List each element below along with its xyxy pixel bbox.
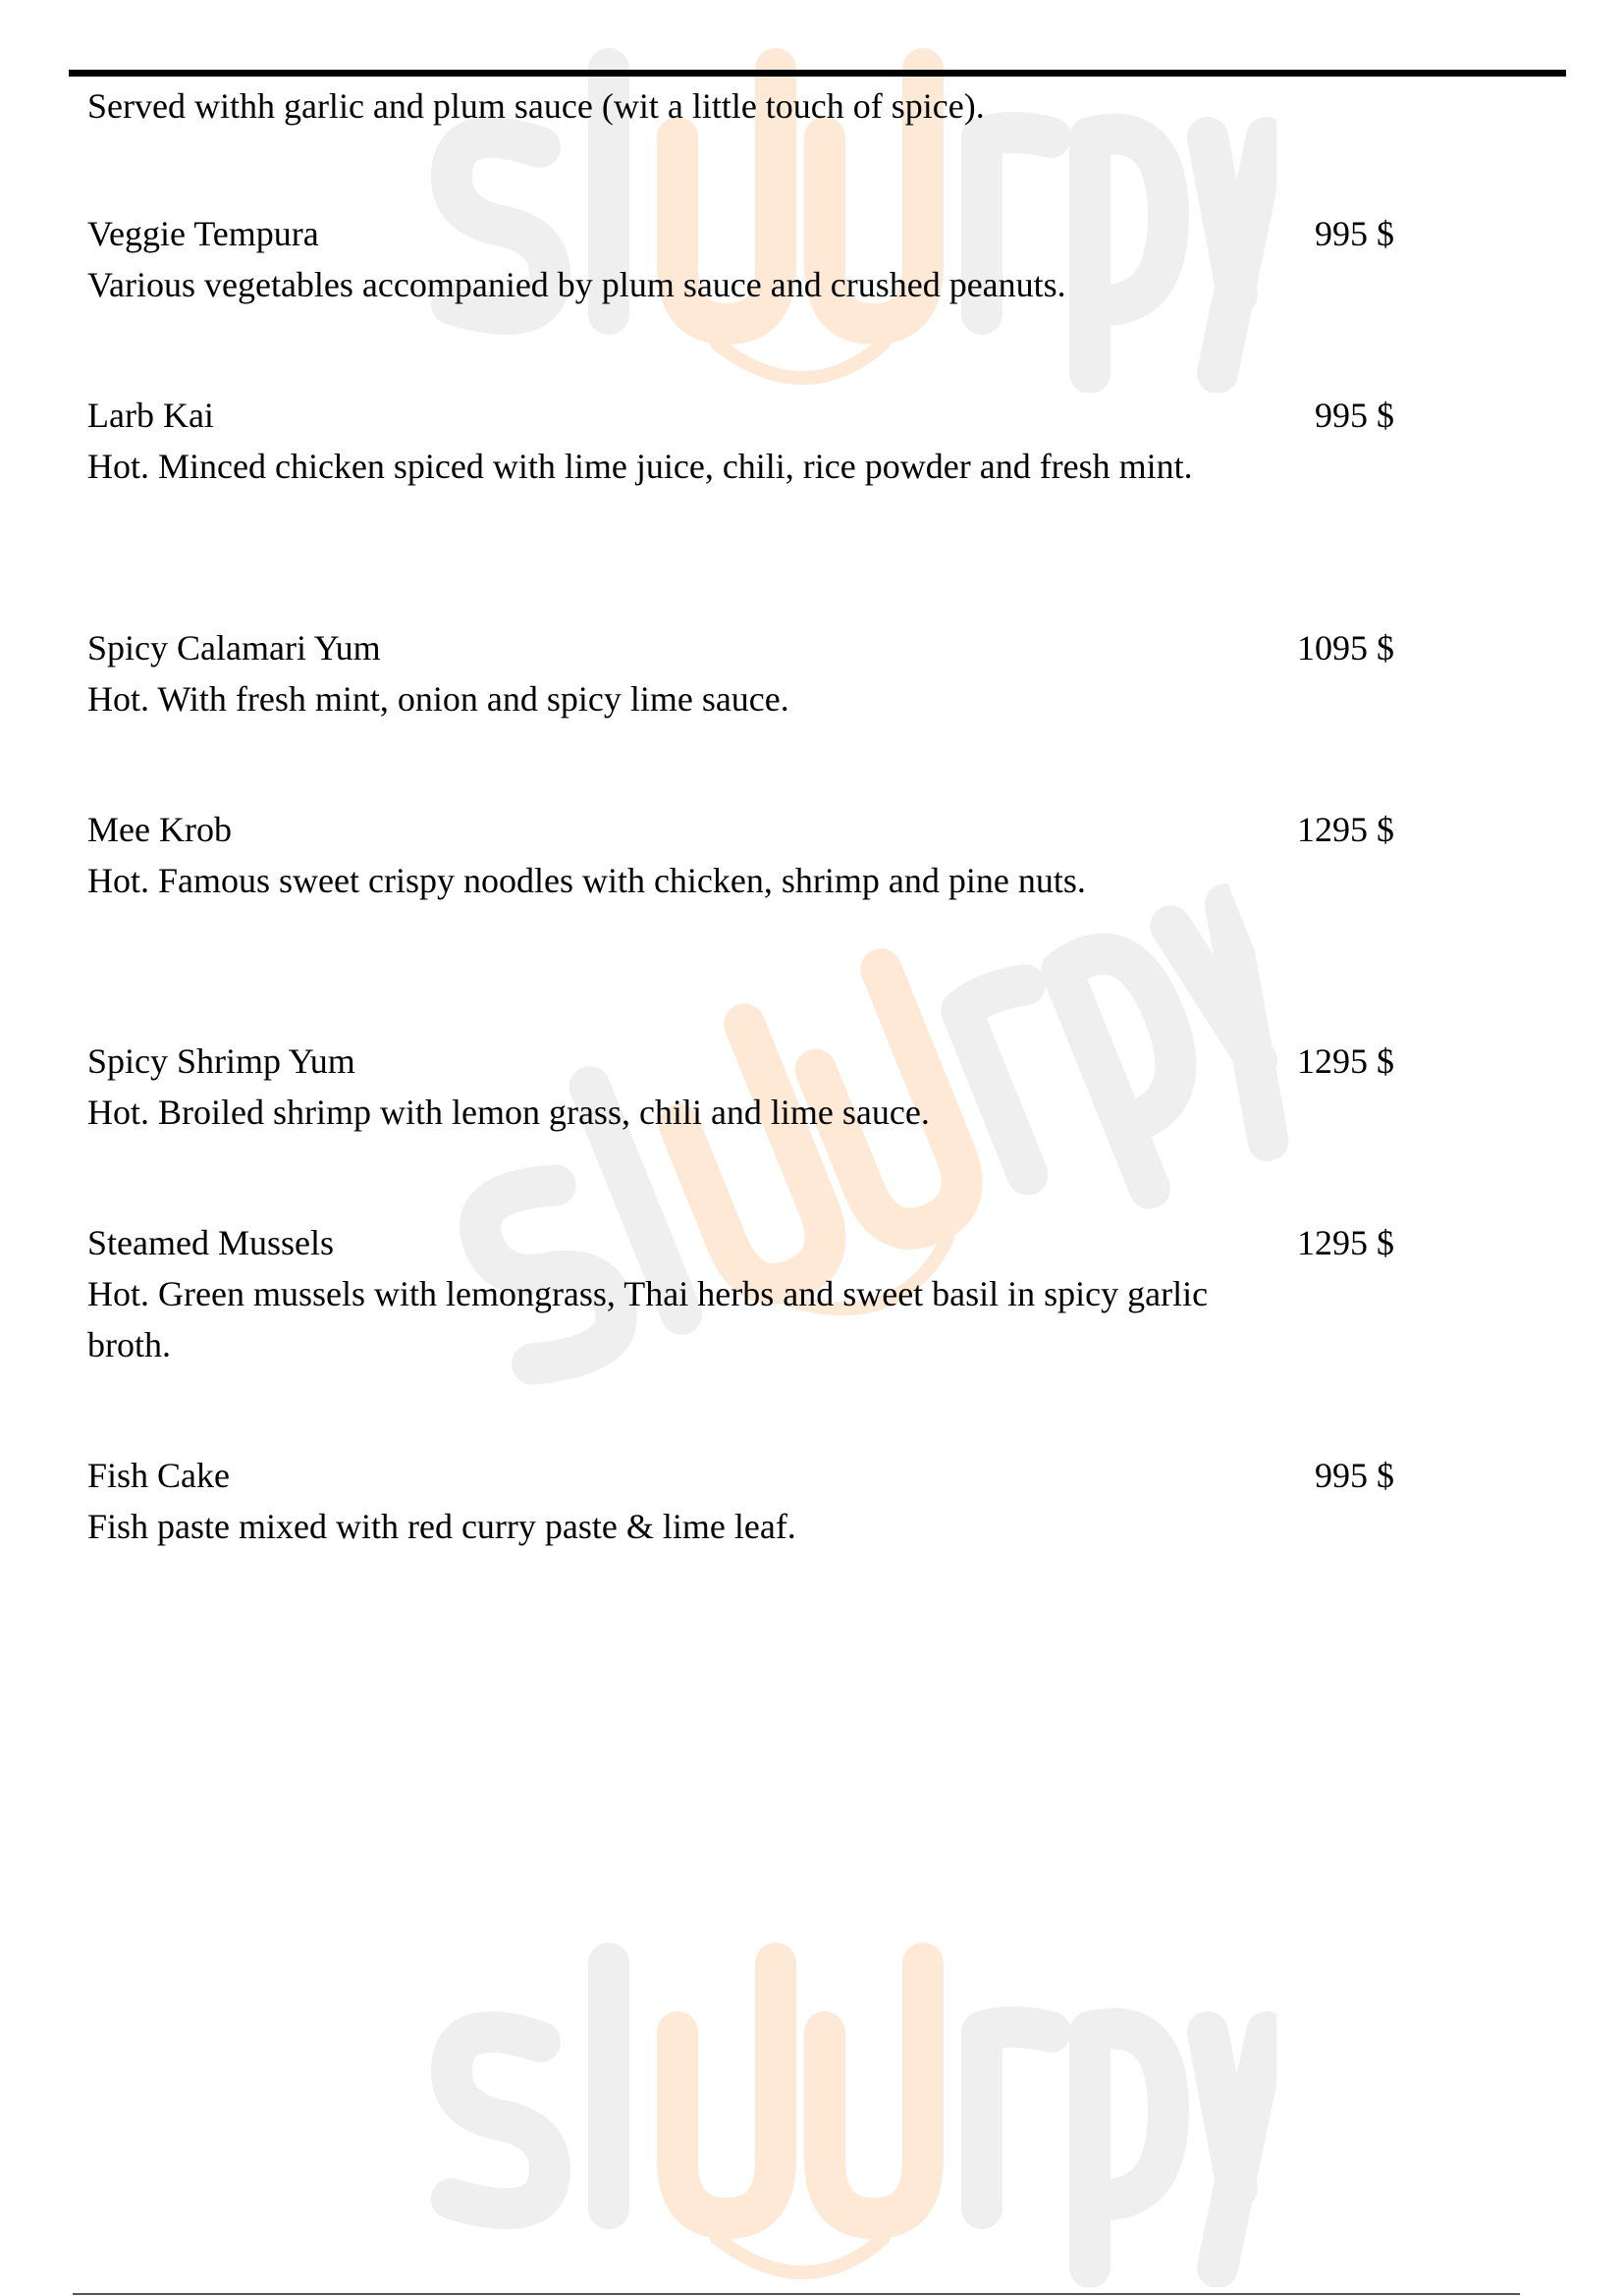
item-description: Hot. Broiled shrimp with lemon grass, chili and lime sauce.: [87, 1093, 930, 1132]
item-description: Fish paste mixed with red curry paste & lime leaf.: [87, 1507, 796, 1546]
menu-item: [87, 622, 1394, 724]
item-name: Steamed Mussels: [87, 1223, 334, 1262]
item-price: 995 $: [1315, 1456, 1394, 1495]
item-name: Spicy Shrimp Yum: [87, 1041, 355, 1081]
item-price: 1095 $: [1297, 628, 1394, 667]
item-description: Hot. Minced chicken spiced with lime juice, chili, rice powder and fresh mint.: [87, 447, 1193, 486]
menu-item: [87, 208, 1394, 310]
intro-description: Served withh garlic and plum sauce (wit a little touch of spice).: [87, 86, 985, 126]
item-price: 995 $: [1315, 396, 1394, 435]
item-name: Spicy Calamari Yum: [87, 628, 381, 667]
watermark-logo: [393, 1934, 1276, 2287]
item-description: Various vegetables accompanied by plum sauce and crushed peanuts.: [87, 265, 1066, 304]
menu-item: [87, 390, 1394, 492]
top-rule: [69, 70, 1566, 77]
item-price: 1295 $: [1297, 1223, 1394, 1262]
item-description: Hot. With fresh mint, onion and spicy lime sauce.: [87, 679, 789, 719]
item-price: 995 $: [1315, 214, 1394, 253]
menu-item: [87, 1217, 1394, 1370]
item-name: Mee Krob: [87, 810, 232, 849]
item-description: Hot. Famous sweet crispy noodles with chicken, shrimp and pine nuts.: [87, 861, 1086, 900]
menu-item: [87, 1036, 1394, 1138]
item-price: 1295 $: [1297, 810, 1394, 849]
item-name: Larb Kai: [87, 396, 214, 435]
bottom-rule: [73, 2293, 1520, 2295]
item-name: Veggie Tempura: [87, 214, 319, 253]
item-description: Hot. Green mussels with lemongrass, Thai herbs and sweet basil in spicy garlic broth.: [87, 1274, 1209, 1364]
item-price: 1295 $: [1297, 1041, 1394, 1081]
menu-item: [87, 1450, 1394, 1552]
menu-item: [87, 804, 1394, 906]
item-name: Fish Cake: [87, 1456, 231, 1495]
